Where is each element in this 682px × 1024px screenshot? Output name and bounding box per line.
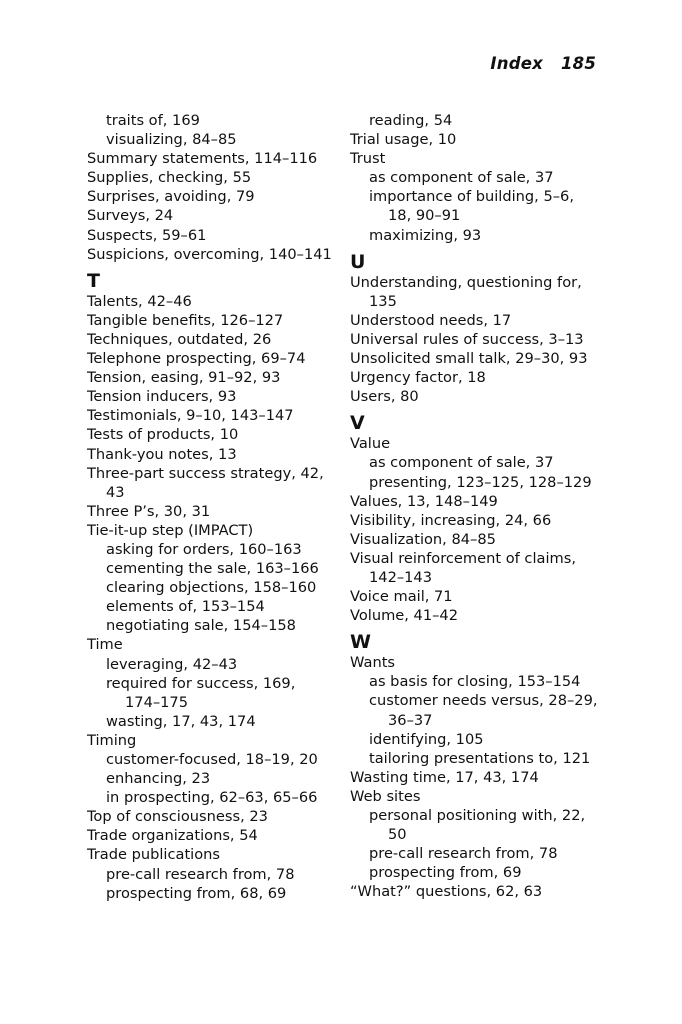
index-entry: Three P’s, 30, 31 xyxy=(87,502,211,520)
index-entry: Telephone prospecting, 69–74 xyxy=(87,350,306,368)
index-subentry: customer needs versus, 28–29, xyxy=(369,692,598,710)
index-entry: Tension, easing, 91–92, 93 xyxy=(87,369,281,387)
index-entry: Talents, 42–46 xyxy=(87,292,192,310)
index-subentry: wasting, 17, 43, 174 xyxy=(106,712,256,730)
index-subentry: negotiating sale, 154–158 xyxy=(106,617,296,635)
index-entry: Trade organizations, 54 xyxy=(87,827,258,845)
index-entry: Techniques, outdated, 26 xyxy=(87,330,272,348)
index-subentry: customer-focused, 18–19, 20 xyxy=(106,751,318,768)
index-subentry: clearing objections, 158–160 xyxy=(106,579,317,597)
section-title: Index xyxy=(490,54,543,73)
index-column-right xyxy=(350,111,600,901)
index-subentry: pre-call research from, 78 xyxy=(369,845,558,863)
index-section-letter: W xyxy=(350,631,371,654)
index-entry: “What?” questions, 62, 63 xyxy=(350,883,543,901)
index-subentry: 50 xyxy=(388,826,407,844)
index-entry: Visual reinforcement of claims, xyxy=(350,549,576,567)
index-entry: Unsolicited small talk, 29–30, 93 xyxy=(350,350,588,368)
index-entry: Trial usage, 10 xyxy=(350,131,457,149)
index-entry: Web sites xyxy=(350,787,421,805)
index-section-letter: V xyxy=(350,412,365,435)
index-entry: Visibility, increasing, 24, 66 xyxy=(350,511,552,529)
index-entry: Surprises, avoiding, 79 xyxy=(87,188,255,206)
index-subentry: required for success, 169, xyxy=(106,674,296,692)
index-subentry: 43 xyxy=(106,483,125,501)
index-entry: Values, 13, 148–149 xyxy=(350,492,498,510)
index-entry: Understood needs, 17 xyxy=(350,311,512,329)
index-entry: Three-part success strategy, 42, xyxy=(87,464,324,482)
index-entry: Wants xyxy=(350,654,396,672)
index-entry: Users, 80 xyxy=(350,388,419,406)
index-subentry: traits of, 169 xyxy=(106,112,200,129)
index-entry: Tests of products, 10 xyxy=(87,426,239,444)
index-subentry: prospecting from, 68, 69 xyxy=(106,884,287,902)
index-entry: Summary statements, 114–116 xyxy=(87,150,318,168)
index-subentry: 174–175 xyxy=(125,693,189,711)
page-header xyxy=(490,54,596,73)
index-subentry: importance of building, 5–6, xyxy=(369,188,574,206)
index-entry: Understanding, questioning for, xyxy=(350,273,582,291)
index-column-left xyxy=(87,111,337,903)
index-subentry: elements of, 153–154 xyxy=(106,598,265,616)
index-entry: Value xyxy=(350,435,391,453)
index-entry: Volume, 41–42 xyxy=(350,607,458,625)
index-entry: Surveys, 24 xyxy=(87,207,174,225)
index-subentry: as component of sale, 37 xyxy=(369,454,554,472)
index-subentry: pre-call research from, 78 xyxy=(106,865,295,883)
index-entry: Trust xyxy=(350,150,386,168)
index-subentry: cementing the sale, 163–166 xyxy=(106,560,319,578)
index-entry: Testimonials, 9–10, 143–147 xyxy=(87,407,294,425)
index-subentry: asking for orders, 160–163 xyxy=(106,540,302,558)
index-subentry: enhancing, 23 xyxy=(106,770,211,788)
index-entry: Wasting time, 17, 43, 174 xyxy=(350,768,539,786)
index-subentry: 135 xyxy=(369,292,397,310)
page-number: 185 xyxy=(560,54,596,73)
index-entry: Timing xyxy=(87,731,137,749)
index-subentry: 18, 90–91 xyxy=(388,207,461,225)
index-entry: Urgency factor, 18 xyxy=(350,369,486,387)
index-subentry: maximizing, 93 xyxy=(369,226,482,244)
index-entry: Voice mail, 71 xyxy=(350,588,453,606)
index-subentry: as component of sale, 37 xyxy=(369,169,554,187)
index-subentry: tailoring presentations to, 121 xyxy=(369,749,591,767)
index-subentry: personal positioning with, 22, xyxy=(369,807,586,824)
index-subentry: identifying, 105 xyxy=(369,730,484,748)
index-subentry: reading, 54 xyxy=(369,112,453,129)
index-subentry: visualizing, 84–85 xyxy=(106,131,237,149)
index-subentry: prospecting from, 69 xyxy=(369,864,522,882)
index-entry: Top of consciousness, 23 xyxy=(87,808,268,826)
index-entry: Tie-it-up step (IMPACT) xyxy=(87,521,254,539)
index-subentry: in prospecting, 62–63, 65–66 xyxy=(106,789,318,807)
index-entry: Time xyxy=(87,636,123,654)
index-entry: Thank-you notes, 13 xyxy=(87,445,237,463)
index-entry: Tangible benefits, 126–127 xyxy=(87,311,284,329)
index-entry: Tension inducers, 93 xyxy=(87,388,237,406)
index-subentry: presenting, 123–125, 128–129 xyxy=(369,473,592,491)
index-entry: Universal rules of success, 3–13 xyxy=(350,330,584,348)
index-section-letter: U xyxy=(350,250,366,273)
index-entry: Visualization, 84–85 xyxy=(350,530,496,548)
index-subentry: leveraging, 42–43 xyxy=(106,655,238,673)
index-entry: Suspects, 59–61 xyxy=(87,226,207,244)
index-entry: Trade publications xyxy=(87,846,221,864)
index-subentry: as basis for closing, 153–154 xyxy=(369,673,581,691)
index-entry: Supplies, checking, 55 xyxy=(87,169,252,187)
index-entry: Suspicions, overcoming, 140–141 xyxy=(87,245,332,263)
index-subentry: 142–143 xyxy=(369,568,433,586)
index-subentry: 36–37 xyxy=(388,711,433,729)
index-section-letter: T xyxy=(87,269,100,292)
